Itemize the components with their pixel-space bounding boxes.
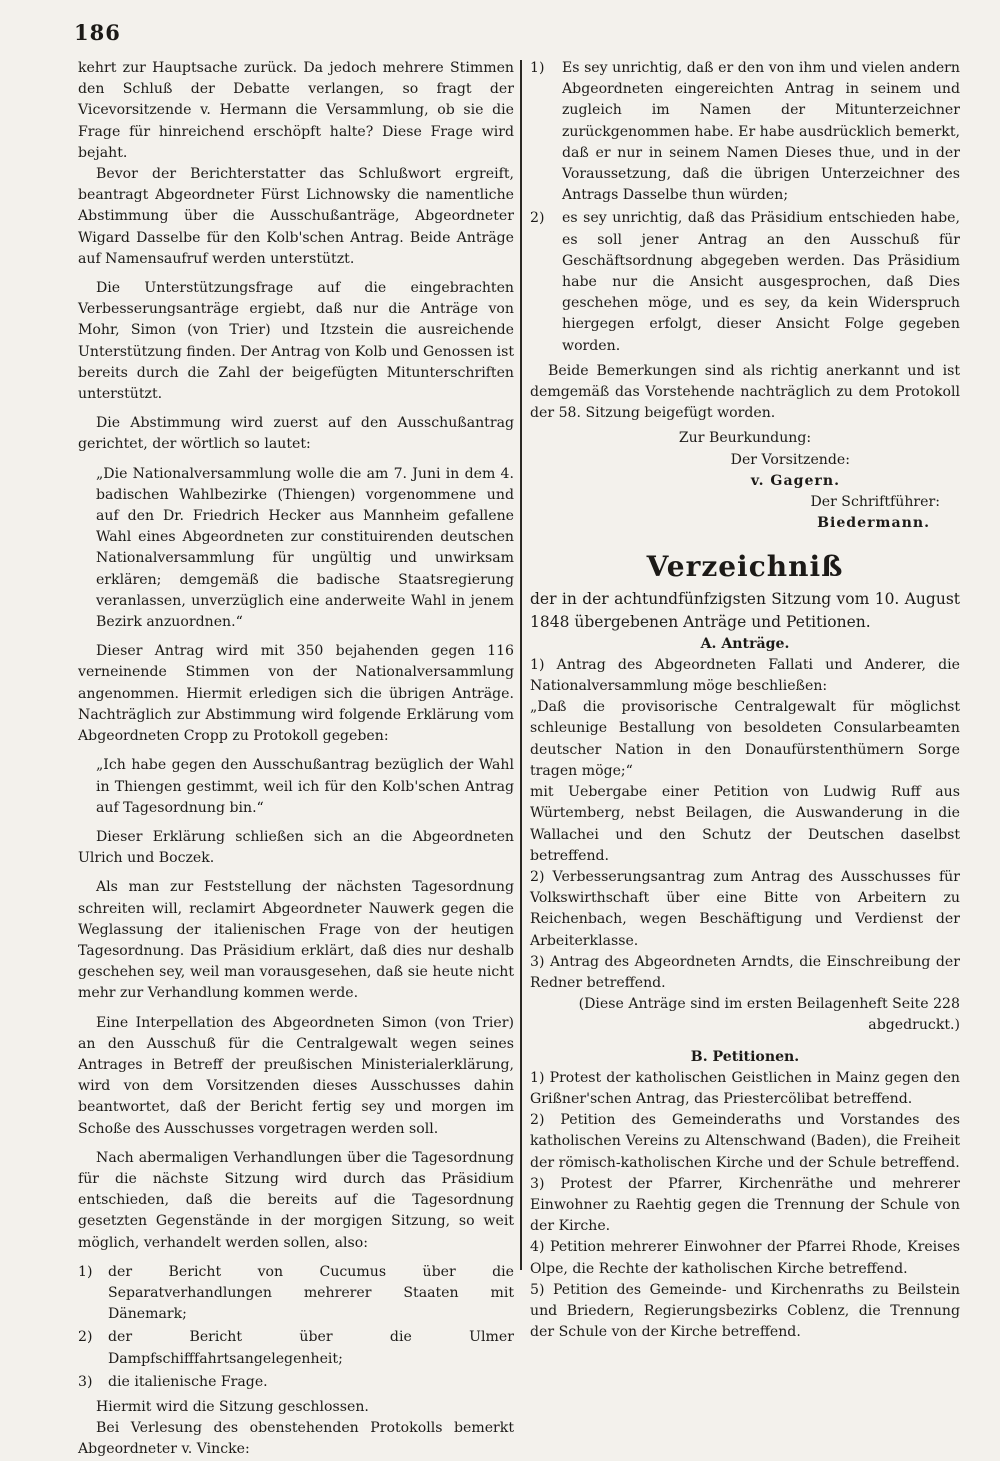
entry: 1) Protest der katholischen Geistlichen in Mainz gegen den Grißner'schen Antrag, das Priestercölibat betreffend. bbox=[530, 1069, 960, 1107]
list-item: 2) der Bericht über die Ulmer Dampfschifffahrtsangelegenheit; bbox=[78, 1329, 514, 1367]
paragraph: Hiermit wird die Sitzung geschlossen. bbox=[96, 1398, 369, 1415]
quotation: „Ich habe gegen den Ausschußantrag bezüglich der Wahl in Thiengen gestimmt, weil ich für den Kolb'schen Antrag auf Tagesordnung bin.“ bbox=[96, 757, 514, 816]
secretary-name: Biedermann. bbox=[817, 515, 930, 532]
list-item: 1) der Bericht von Cucumus über die Separatverhandlungen mehrerer Staaten mit Dänemark; bbox=[78, 1263, 514, 1323]
paragraph: kehrt zur Hauptsache zurück. Da jedoch mehrere Stimmen den Schluß der Debatte verlangen, so fragt der Vicevorsitzende v. Hermann die Versammlung, ob sie die Frage für hinreichend erschöpft halte? Diese Frage wird bejaht. bbox=[78, 60, 514, 161]
secretary-label: Der Schriftführer: bbox=[810, 494, 940, 511]
column-divider bbox=[520, 60, 522, 1270]
entry: 2) Verbesserungsantrag zum Antrag des Ausschusses für Volkswirthschaft über eine Bitte von Arbeitern zu Reichenbach, wegen Beschäftigung und Verdienst der Arbeiterklasse. bbox=[530, 868, 960, 949]
paragraph: Dieser Antrag wird mit 350 bejahenden gegen 116 verneinende Stimmen von der Nationalversammlung angenommen. Hiermit erledigen sich die übrigen Anträge. Nachträglich zur Abstimmung wird folgende Erklärung vom Abgeordneten Cropp zu Protokoll gegeben: bbox=[78, 643, 514, 745]
entry: 1) Antrag des Abgeordneten Fallati und Anderer, die Nationalversammlung möge beschließen: bbox=[530, 656, 960, 695]
entry: 5) Petition des Gemeinde- und Kirchenraths zu Beilstein und Briedern, Regierungsbezirks Coblenz, die Trennung der Schule von der Kirche betreffend. bbox=[530, 1281, 960, 1341]
entry: 3) Protest der Pfarrer, Kirchenräthe und mehrerer Einwohner zu Raehtig gegen die Trennung der Schule von der Kirche. bbox=[530, 1175, 960, 1235]
agenda-list bbox=[78, 1262, 514, 1393]
paragraph: Die Unterstützungsfrage auf die eingebrachten Verbesserungsanträge ergiebt, daß nur die Anträge von Mohr, Simon (von Trier) und Itzstein die ausreichende Unterstützung finden. Der Antrag von Kolb und Genossen ist bereits durch die Zahl der beigefügten Mitunterschriften unterstützt. bbox=[78, 280, 514, 403]
section-heading-antraege: A. Anträge. bbox=[700, 635, 790, 652]
paragraph: Beide Bemerkungen sind als richtig anerkannt und ist demgemäß das Vorstehende nachträglich zu dem Protokoll der 58. Sitzung beigefügt worden. bbox=[530, 362, 960, 422]
attestation: Zur Beurkundung: bbox=[678, 430, 812, 447]
paragraph: Dieser Erklärung schließen sich an die Abgeordneten Ulrich und Boczek. bbox=[78, 828, 514, 867]
register-subtitle: der in der achtundfünfzigsten Sitzung vom 10. August 1848 übergebenen Anträge und Petitionen. bbox=[530, 589, 960, 631]
paragraph: Eine Interpellation des Abgeordneten Simon (von Trier) an den Ausschuß für die Centralgewalt wegen seines Antrages in Betreff der preußischen Ministerialerklärung, wird von dem Vorsitzenden dieses Ausschusses dahin beantwortet, daß der Bericht fertig sey und morgen im Schoße des Ausschusses vorgetragen werden soll. bbox=[78, 1014, 514, 1137]
entry-continuation: mit Uebergabe einer Petition von Ludwig Ruff aus Würtemberg, nebst Beilagen, die Auswanderung in die Wallachei und den Schutz der Deutschen daselbst betreffend. bbox=[530, 784, 960, 864]
paragraph: Bevor der Berichterstatter das Schlußwort ergreift, beantragt Abgeordneter Fürst Lichnowsky die namentliche Abstimmung über die Ausschußanträge, Abgeordneter Wigard Dasselbe für den Kolb'schen Antrag. Beide Anträge auf Namensaufruf werden unterstützt. bbox=[78, 166, 514, 267]
chair-label: Der Vorsitzende: bbox=[730, 451, 850, 468]
remarks-list bbox=[530, 58, 960, 357]
entry: 3) Antrag des Abgeordneten Arndts, die Einschreibung der Redner betreffend. bbox=[530, 953, 960, 991]
register-title: Verzeichniß bbox=[646, 550, 844, 584]
paragraph: Nach abermaligen Verhandlungen über die Tagesordnung für die nächste Sitzung wird durch das Präsidium entschieden, daß die bereits auf die Tagesordnung gesetzten Gegenstände in der morgigen Sitzung, so weit möglich, verhandelt werden sollen, also: bbox=[78, 1149, 514, 1251]
left-column bbox=[78, 58, 514, 1461]
paragraph: Bei Verlesung des obenstehenden Protokolls bemerkt Abgeordneter v. Vincke: bbox=[78, 1420, 514, 1458]
page-number: 186 bbox=[74, 20, 121, 45]
list-item: 3) die italienische Frage. bbox=[78, 1373, 268, 1390]
quotation: „Die Nationalversammlung wolle die am 7. Juni in dem 4. badischen Wahlbezirke (Thiengen) vorgenommene und auf den Dr. Friedrich Hecker aus Mannheim gefallene Wahl eines Abgeordneten zur constituirenden deutschen Nationalversammlung für ungültig und unwirksam erklären; demgemäß die badische Staatsregierung veranlassen, unverzüglich eine anderweite Wahl in jenem Bezirk anzuordnen.“ bbox=[96, 465, 514, 631]
paragraph: Als man zur Feststellung der nächsten Tagesordnung schreiten will, reclamirt Abgeordneter Nauwerk gegen die Weglassung der italienischen Frage von der heutigen Tagesordnung. Das Präsidium erklärt, daß dies nur deshalb geschehen sey, weil man vorausgesehen, daß sie heute nicht mehr zur Verhandlung kommen werde. bbox=[78, 879, 514, 1002]
paragraph: Die Abstimmung wird zuerst auf den Ausschußantrag gerichtet, der wörtlich so lautet: bbox=[78, 415, 514, 453]
entry: 4) Petition mehrerer Einwohner der Pfarrei Rhode, Kreises Olpe, die Rechte der katholischen Kirche betreffend. bbox=[530, 1239, 960, 1277]
entry: 2) Petition des Gemeinderaths und Vorstandes des katholischen Vereins zu Altenschwand (Baden), die Freiheit der römisch-katholischen Kirche und der Schule betreffend. bbox=[530, 1112, 960, 1171]
right-column bbox=[530, 58, 960, 1343]
section-heading-petitionen: B. Petitionen. bbox=[690, 1048, 800, 1065]
list-item: 2) es sey unrichtig, daß das Präsidium entschieden habe, es soll jener Antrag an den Ausschuß für Geschäftsordnung abgegeben werden. Das Präsidium habe nur die Ansicht ausgesprochen, daß Dies geschehen möge, und es sey, da kein Widerspruch hiergegen erfolgt, dieser Ansicht Folge gegeben worden. bbox=[530, 210, 960, 354]
quotation: „Daß die provisorische Centralgewalt für möglichst schleunige Bestallung von besoldeten Consularbeamten deutscher Nation in den Donaufürstenthümern Sorge tragen möge;“ bbox=[530, 699, 960, 779]
list-item: 1) Es sey unrichtig, daß er den von ihm und vielen andern Abgeordneten eingereichten Antrag in seinem und zugleich im Namen der Mitunterzeichner zurückgenommen habe. Er habe ausdrücklich bemerkt, daß er nur in seinem Namen Dieses thue, und in der Voraussetzung, daß die übrigen Unterzeichner des Antrags Dasselbe thun würden; bbox=[530, 60, 960, 204]
note: (Diese Anträge sind im ersten Beilagenheft Seite 228 abgedruckt.) bbox=[578, 996, 960, 1034]
chair-name: v. Gagern. bbox=[750, 472, 840, 489]
